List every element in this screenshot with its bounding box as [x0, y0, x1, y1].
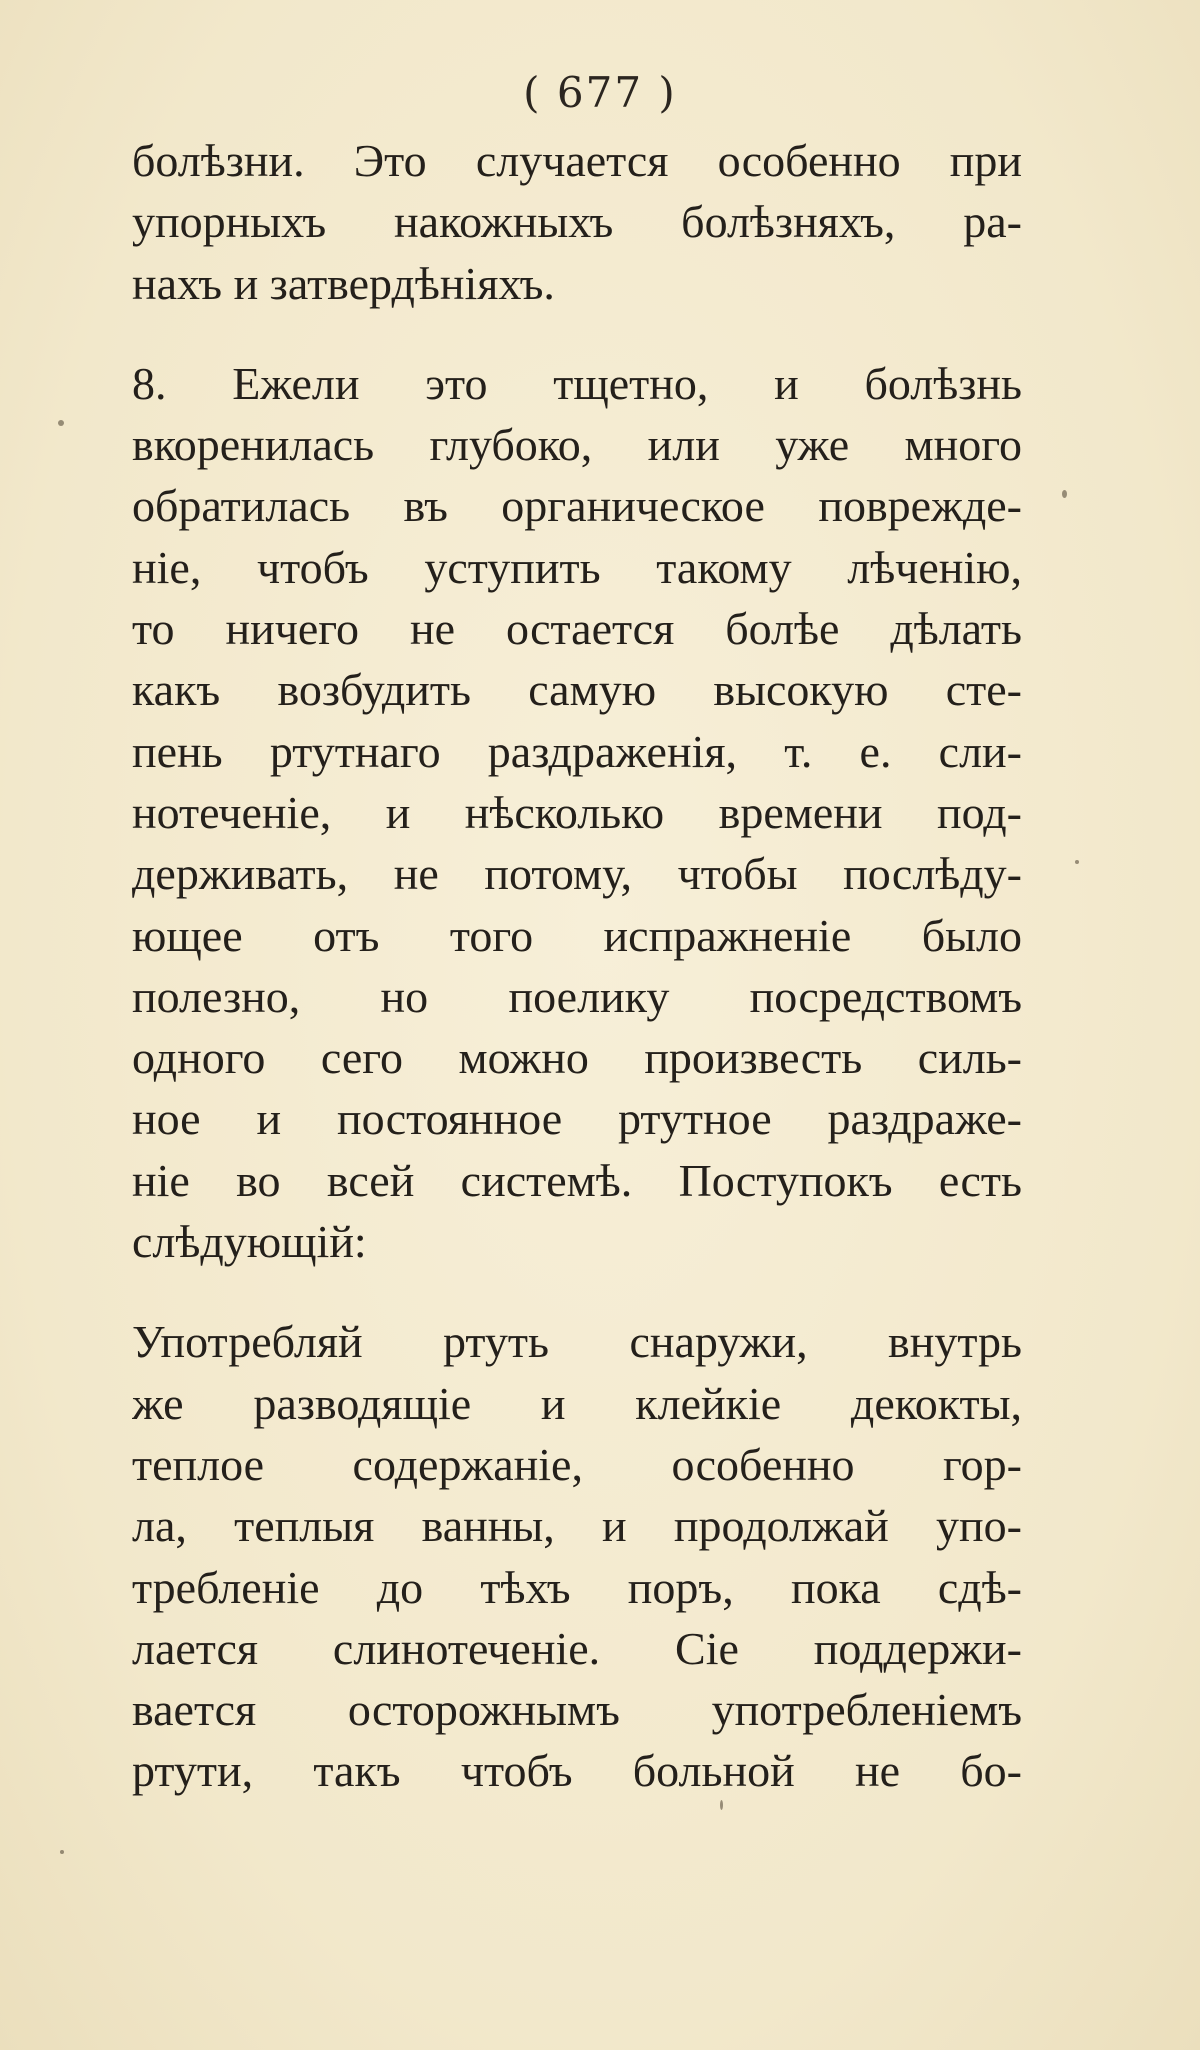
text-line: требленiе до тѣхъ поръ, пока сдѣ-	[132, 1561, 1022, 1613]
page-number: ( 677 )	[523, 68, 677, 117]
text-line: ное и постоянное ртутное раздраже-	[132, 1093, 1022, 1145]
text-line: нiе во всей системѣ. Поступокъ есть	[132, 1154, 1022, 1206]
text-line: одного сего можно произвесть силь-	[132, 1032, 1022, 1084]
paper-speck	[58, 420, 64, 426]
text-line: пень ртутнаго раздраженiя, т. е. сли-	[132, 725, 1022, 777]
text-line: нотеченiе, и нѣсколько времени под-	[132, 786, 1022, 838]
text-line: вается осторожнымъ употребленiемъ	[132, 1684, 1022, 1736]
text-line: обратилась въ органическое поврежде-	[132, 480, 1022, 532]
paper-speck	[1075, 860, 1079, 864]
paragraph-continuation	[132, 130, 1022, 314]
text-line: полезно, но поелику посредствомъ	[132, 970, 1022, 1022]
paper-speck	[1062, 490, 1067, 498]
text-line: то ничего не остается болѣе дѣлать	[132, 603, 1022, 655]
text-line: болѣзни. Это случается особенно при	[132, 135, 1022, 186]
text-line: Употребляй ртуть снаружи, внутрь	[132, 1316, 1022, 1368]
text-line: ла, теплыя ванны, и продолжай упо-	[132, 1500, 1022, 1552]
text-line: держивать, не потому, чтобы послѣду-	[132, 848, 1022, 900]
text-line: ртути, такъ чтобъ больной не бо-	[132, 1745, 1022, 1797]
text-line: же разводящiе и клейкiе декокты,	[132, 1377, 1022, 1429]
text-line: нахъ и затвердѣнiяхъ.	[132, 257, 555, 309]
paper-speck	[720, 1800, 723, 1810]
text-line: упорныхъ накожныхъ болѣзняхъ, ра-	[132, 196, 1022, 248]
paper-speck	[60, 1850, 64, 1854]
text-line: вкоренилась глубоко, или уже много	[132, 419, 1022, 471]
text-line: лается слинотеченiе. Сiе поддержи-	[132, 1622, 1022, 1674]
body-text	[132, 130, 1022, 1802]
text-line: нiе, чтобъ уступить такому лѣченiю,	[132, 541, 1022, 593]
text-line: ющее отъ того испражненiе было	[132, 909, 1022, 961]
paragraph-prescription	[132, 1311, 1022, 1801]
text-line: 8. Ежели это тщетно, и болѣзнь	[132, 357, 1022, 409]
text-line: слѣдующiй:	[132, 1216, 367, 1268]
paragraph-section-8	[132, 353, 1022, 1272]
text-line: какъ возбудить самую высокую сте-	[132, 664, 1022, 716]
text-line: теплое содержанiе, особенно гор-	[132, 1438, 1022, 1490]
